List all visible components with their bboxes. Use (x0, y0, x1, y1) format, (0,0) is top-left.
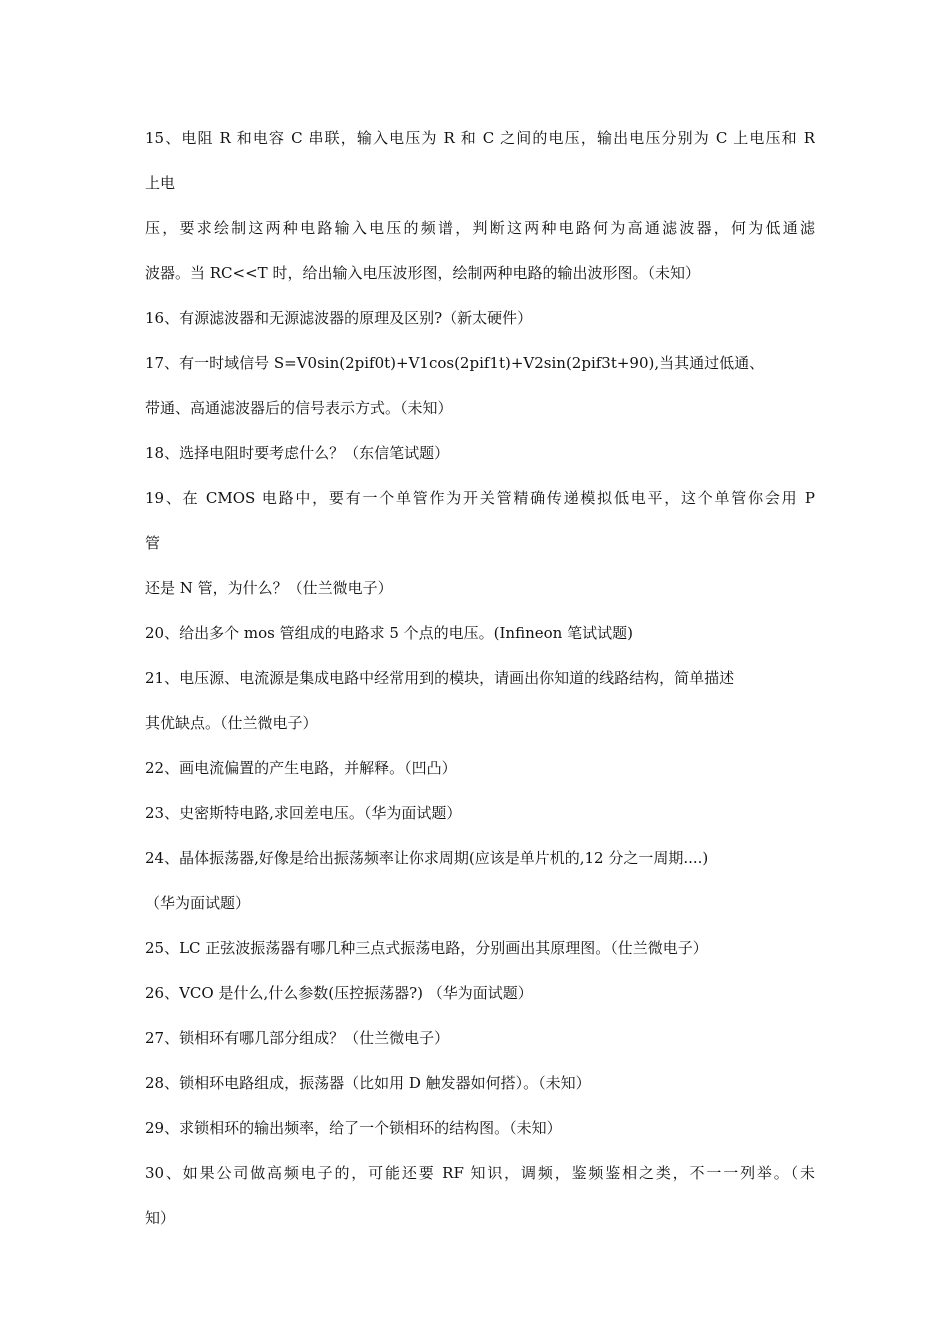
text-line: 26、VCO 是什么,什么参数(压控振荡器?) （华为面试题） (145, 984, 533, 1002)
text-line: 压，要求绘制这两种电路输入电压的频谱，判断这两种电路何为高通滤波器，何为低通滤 (145, 219, 815, 237)
text-line: 15、电阻 R 和电容 C 串联，输入电压为 R 和 C 之间的电压，输出电压分别为 C 上电压和 R (145, 129, 815, 147)
text-line: 17、有一时域信号 S=V0sin(2pif0t)+V1cos(2pif1t)+V2sin(2pif3t+90),当其通过低通、 (145, 354, 765, 372)
text-line: 21、电压源、电流源是集成电路中经常用到的模块，请画出你知道的线路结构，简单描述 (145, 669, 735, 687)
text-line: 24、晶体振荡器,好像是给出振荡频率让你求周期(应该是单片机的,12 分之一周期....) (145, 849, 709, 867)
text-line: 28、锁相环电路组成，振荡器（比如用 D 触发器如何搭）。（未知） (145, 1074, 591, 1092)
text-line: 知） (145, 1209, 176, 1227)
text-line: 23、史密斯特电路,求回差电压。（华为面试题） (145, 804, 462, 822)
text-line: 25、LC 正弦波振荡器有哪几种三点式振荡电路，分别画出其原理图。（仕兰微电子） (145, 939, 708, 957)
text-line: 带通、高通滤波器后的信号表示方式。（未知） (145, 399, 453, 417)
text-line: 20、给出多个 mos 管组成的电路求 5 个点的电压。(Infineon 笔试试题) (145, 624, 633, 642)
text-line: 29、求锁相环的输出频率，给了一个锁相环的结构图。（未知） (145, 1119, 562, 1137)
text-line: 30、如果公司做高频电子的，可能还要 RF 知识，调频，鉴频鉴相之类，不一一列举。（未 (145, 1164, 815, 1182)
text-line: 22、画电流偏置的产生电路，并解释。（凹凸） (145, 759, 457, 777)
text-line: 19、在 CMOS 电路中，要有一个单管作为开关管精确传递模拟低电平，这个单管你会用 P (145, 489, 815, 507)
text-line: 还是 N 管，为什么？（仕兰微电子） (145, 579, 393, 597)
text-line: 18、选择电阻时要考虑什么？（东信笔试题） (145, 444, 450, 462)
text-line: 上电 (145, 174, 176, 192)
text-line: 16、有源滤波器和无源滤波器的原理及区别?（新太硬件） (145, 309, 533, 327)
text-line: 27、锁相环有哪几部分组成？（仕兰微电子） (145, 1029, 450, 1047)
text-line: 其优缺点。（仕兰微电子） (145, 714, 318, 732)
text-line: 波器。当 RC<<T 时，给出输入电压波形图，绘制两种电路的输出波形图。（未知） (145, 264, 700, 282)
text-line: （华为面试题） (145, 894, 251, 912)
text-line: 管 (145, 534, 161, 552)
